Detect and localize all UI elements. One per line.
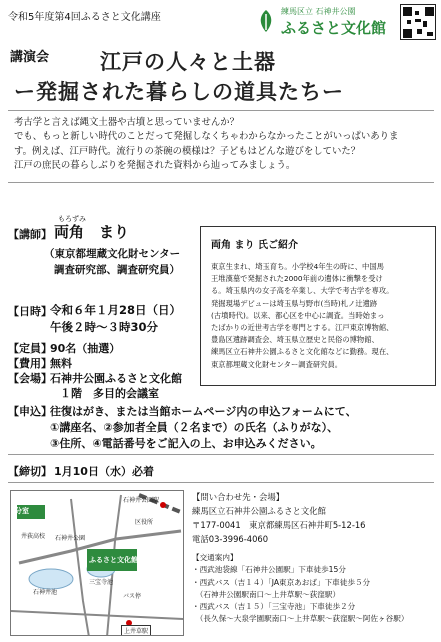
capacity-value: 90名（抽選） [50,342,121,355]
access-info [192,552,436,626]
date-value: 令和６年１月28日（日） [50,303,182,317]
profile-line: たばかりの近世考古学を専門とする。江戸東京博物館、 [211,323,394,333]
access-title: 【交通案内】 [192,553,238,562]
profile-line: 王堆漢墓で発掘された2000年前の遺体に衝撃を受け [211,274,383,284]
profile-line: 東京生まれ、埼玉育ち。小学校4年生の時に、中国馬 [211,262,384,271]
profile-line: 東京都埋蔵文化財センター調査研究員。 [211,359,343,369]
divider [8,182,434,183]
event-type: 講演会 [10,50,50,65]
qr-code[interactable] [400,4,436,40]
leaf-logo-icon [255,8,277,34]
venue-room: １階 多目的会議室 [60,387,159,400]
contact-name: 練馬区立石神井公園ふるさと文化館 [192,506,326,516]
lecturer-affiliation: 調査研究部、調査研究員） [54,264,180,276]
access-line: ・西武バス（吉１５）「三宝寺池」下車徒歩２分 [192,602,356,612]
deadline-label: 【締切】 [8,465,52,478]
map-label: 石神井池 [33,589,58,596]
divider [8,110,434,111]
map-road-label: 上井草駅 [121,625,151,636]
date-label: 【日時】 [8,305,52,318]
intro-line: 考古学と言えば縄文土器や古墳と思っていませんか？ [14,117,240,128]
fee-label: 【費用】 [8,357,52,370]
intro-line: す。例えば、江戸時代。流行りの茶碗の模様は？子どもはどんな遊びをしていた？ [14,145,361,157]
profile-line: 豊島区遺跡調査会、埼玉県立歴史と民俗の博物館、 [211,335,379,345]
divider [8,482,434,483]
map-label: バス停 [123,593,142,600]
contact-phone[interactable]: 電話03-3996-4060 [192,534,269,544]
venue-value: 石神井公園ふるさと文化館 [50,372,182,385]
apply-line: ③住所、④電話番号をご記入の上、お申込みください。 [50,437,322,450]
profile-line: 発掘現場デビューは埼玉県与野市(当時)札ノ辻遺跡 [211,298,378,308]
access-line: （長久保〜大泉学園駅南口〜上井草駅〜荻窪駅〜阿佐ヶ谷駅） [192,614,409,624]
map-station-label: 石神井公園駅 [123,497,160,504]
intro-line: でも、もっと新しい時代のことだって発掘しなくちゃわからなかったことがいっぱいありま [14,131,399,143]
page-subtitle: ー発掘された暮らしの道具たちー [14,80,344,104]
access-line: （石神井公園駅南口〜上井草駅〜荻窪駅） [192,589,341,599]
lecturer-name: 両角 まり [54,223,130,241]
series-label: 令和5年度第4回ふるさと文化講座 [8,12,161,23]
lecturer-ruby: もろずみ [58,215,86,223]
intro-text [14,116,434,173]
map-label: 区役所 [135,519,154,526]
contact-title: 【問い合わせ先・会場】 [192,492,285,502]
map-label: 三宝寺池 [89,579,114,586]
map-bunkan-label: 分室 [15,507,29,515]
lecturer-label: 【講師】 [8,228,52,241]
profile-line: る。埼玉県内の女子高を卒業し、大学で考古学を専攻。 [211,286,394,296]
lecturer-profile [200,226,436,386]
apply-line: ①講座名、②参加者全員（２名まで）の氏名（ふりがな）、 [50,421,339,434]
fee-value: 無料 [50,357,72,370]
deadline-value: 1月10日（水）必着 [54,465,154,478]
capacity-label: 【定員】 [8,342,52,355]
logo-title: ふるさと文化館 [281,19,387,37]
profile-line: 練馬区立石神井公園ふるさと文化館などに勤務。現在、 [211,347,394,357]
access-line: ・西武バス（吉１４）「JA東京あおば」下車徒歩５分 [192,577,371,587]
apply-line: 往復はがき、または当館ホームページ内の申込フォームにて、 [50,405,357,418]
apply-label: 【申込】 [8,405,52,418]
lecturer-affiliation: （東京都埋蔵文化財センター [44,248,181,260]
map-label: 石神井公園 [55,535,86,542]
time-value: 午後２時～３時30分 [50,320,159,334]
map-museum-label: ふるさと文化館 [89,556,138,564]
museum-logo [255,4,405,38]
intro-line: 江戸の庶民の暮らしぶりを発掘された資料から辿ってみましょう。 [14,159,296,171]
contact-address: 〒177-0041 東京都練馬区石神井町5-12-16 [192,520,366,530]
contact-info [192,490,436,546]
profile-title: 両角 まり 氏ご紹介 [211,240,298,251]
access-line: ・西武池袋線「石神井公園駅」下車徒歩15分 [192,565,346,575]
venue-label: 【会場】 [8,372,52,385]
logo-subtitle: 練馬区立 石神井公園 [281,7,356,16]
map-label: 井荻高校 [21,533,46,540]
profile-line: (古墳時代)。以来、都心区を中心に調査。当時始まっ [211,310,385,320]
page-title: 江戸の人々と土器 [100,50,276,74]
divider [8,454,434,455]
access-map [10,490,184,636]
profile-body [211,261,429,371]
